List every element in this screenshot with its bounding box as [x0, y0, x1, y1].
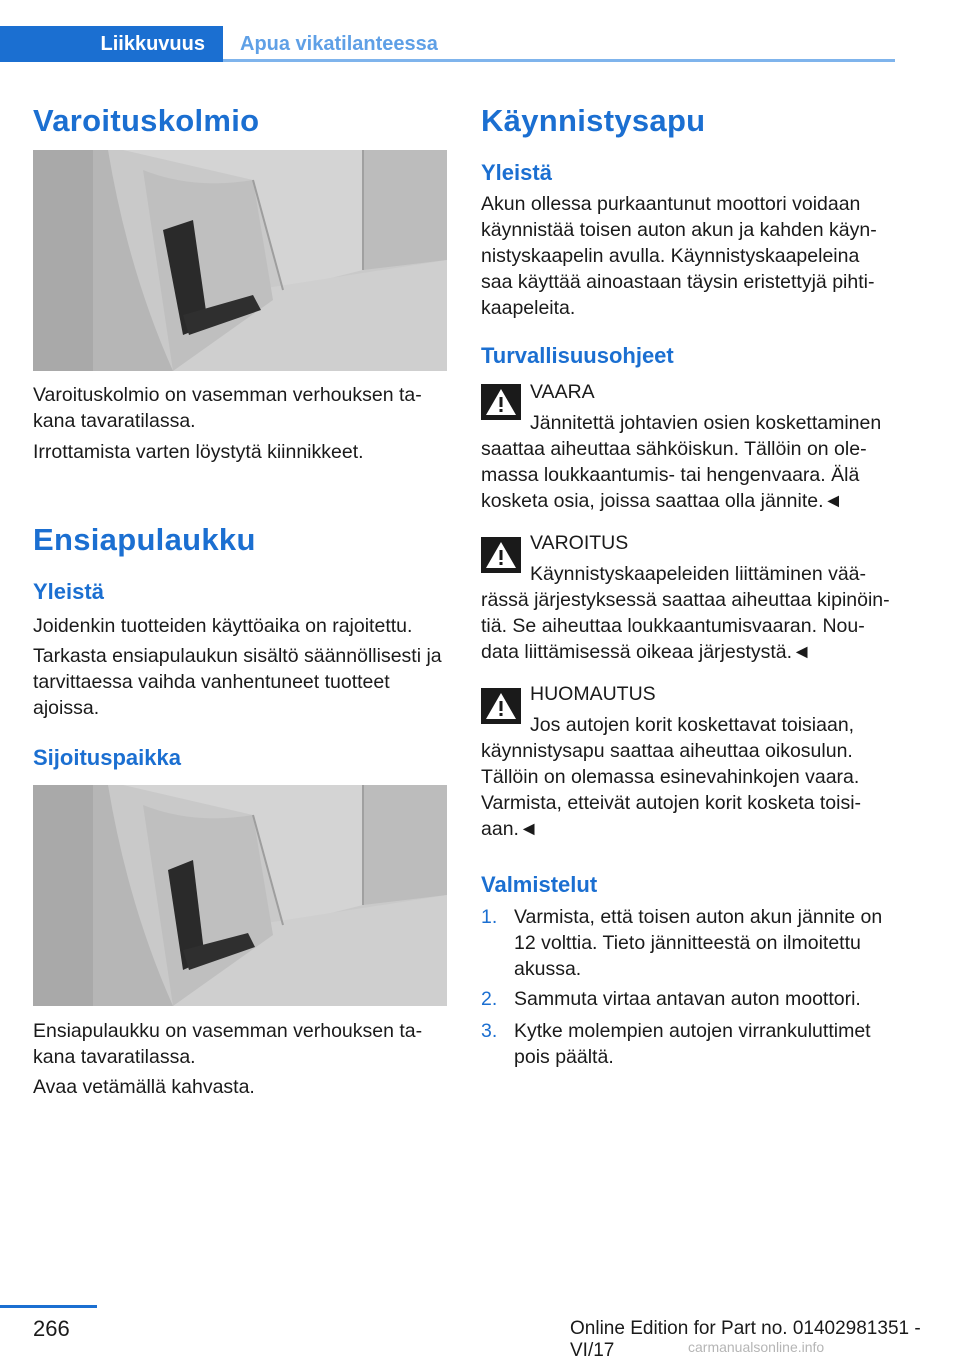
tab-apua-vikatilanteessa[interactable]: Apua vikatilanteessa: [240, 32, 438, 55]
tab-liikkuvuus[interactable]: Liikkuvuus: [0, 26, 223, 62]
trunk-photo-warning-triangle: [33, 150, 447, 371]
paragraph-triangle-release: Irrottamista varten löystytä kiinnikkeet.: [33, 441, 364, 463]
subheading-turvallisuusohjeet: Turvallisuusohjeet: [481, 343, 674, 368]
warning-text-line1: Jännitettä johtavien osien koskettaminen: [530, 412, 882, 434]
warning-label-vaara: VAARA: [530, 381, 595, 403]
subheading-yleista-left: Yleistä: [33, 579, 104, 604]
step-number: 1.: [481, 906, 498, 928]
section-title-ensiapulaukku: Ensiapulaukku: [33, 522, 256, 557]
trunk-photo-first-aid-kit: [33, 785, 447, 1006]
footer-edition: Online Edition for Part no. 01402981351 - VI/17: [570, 1318, 921, 1361]
subheading-valmistelut: Valmistelut: [481, 872, 598, 897]
step-text: Kytke molempien autojen virrankuluttimet pois päältä.: [514, 1020, 871, 1068]
step-text: Varmista, että toisen auton akun jännite on 12 volttia. Tieto jännitteestä on ilmoitettu akussa.: [514, 906, 883, 980]
warning-label-huomautus: HUOMAUTUS: [530, 683, 656, 705]
footer-watermark: carmanualsonline.info: [688, 1339, 825, 1355]
warning-text-huomautus: käynnistysapu saattaa aiheuttaa oikosulun. Tällöin on olemassa esinevahinkojen vaara. Varmista, etteivät autojen korit kosketa toisi-aan.◄: [481, 740, 862, 840]
page-number-rule: [0, 1305, 97, 1308]
page-number: 266: [33, 1316, 70, 1341]
warning-triangle-icon: [481, 537, 521, 573]
paragraph-firstaid-open: Avaa vetämällä kahvasta.: [33, 1076, 255, 1098]
subheading-sijoituspaikka: Sijoituspaikka: [33, 745, 181, 770]
warning-label-varoitus: VAROITUS: [530, 532, 629, 554]
warning-text-line1: Jos autojen korit koskettavat toisiaan,: [530, 714, 855, 736]
tab-underline: [223, 59, 895, 62]
warning-text-vaara: saattaa aiheuttaa sähköiskun. Tällöin on ole-massa loukkaantumis- tai hengenvaara. Älä kosketa osia, joissa saattaa olla jännite.◄: [481, 438, 867, 512]
warning-text-line1: Käynnistyskaapeleiden liittäminen vää-: [530, 563, 867, 585]
paragraph-triangle-location: Varoituskolmio on vasemman verhouksen ta-kana tavaratilassa.: [33, 384, 422, 432]
warning-triangle-icon: [481, 384, 521, 420]
paragraph-firstaid-lifetime: Joidenkin tuotteiden käyttöaika on rajoitettu.: [33, 615, 413, 637]
warning-text-varoitus: rässä järjestyksessä saattaa aiheuttaa kipinöin-tiä. Se aiheuttaa loukkaantumisvaaran. Nou-data liittämisessä oikeaa järjestystä.◄: [481, 589, 890, 663]
section-title-varoituskolmio: Varoituskolmio: [33, 103, 260, 138]
section-title-kaynnistysapu: Käynnistysapu: [481, 103, 706, 138]
paragraph-firstaid-location: Ensiapulaukku on vasemman verhouksen ta-kana tavaratilassa.: [33, 1020, 423, 1068]
paragraph-firstaid-check: Tarkasta ensiapulaukun sisältö säännöllisesti ja tarvittaessa vaihda vanhentuneet tuotteet ajoissa.: [33, 645, 442, 719]
header-tabs: [0, 26, 895, 62]
warning-triangle-icon: [481, 688, 521, 724]
step-number: 3.: [481, 1020, 498, 1042]
paragraph-jumpstart-general: Akun ollessa purkaantunut moottori voidaan käynnistää toisen auton akun ja kahden käyn-nistyskaapelin avulla. Käynnistyskaapeleina saa käyttää ainoastaan täysin eristettyjä pihti-kaapeleita.: [481, 193, 877, 319]
step-text: Sammuta virtaa antavan auton moottori.: [514, 988, 861, 1010]
subheading-yleista-right: Yleistä: [481, 160, 552, 185]
step-number: 2.: [481, 988, 498, 1010]
